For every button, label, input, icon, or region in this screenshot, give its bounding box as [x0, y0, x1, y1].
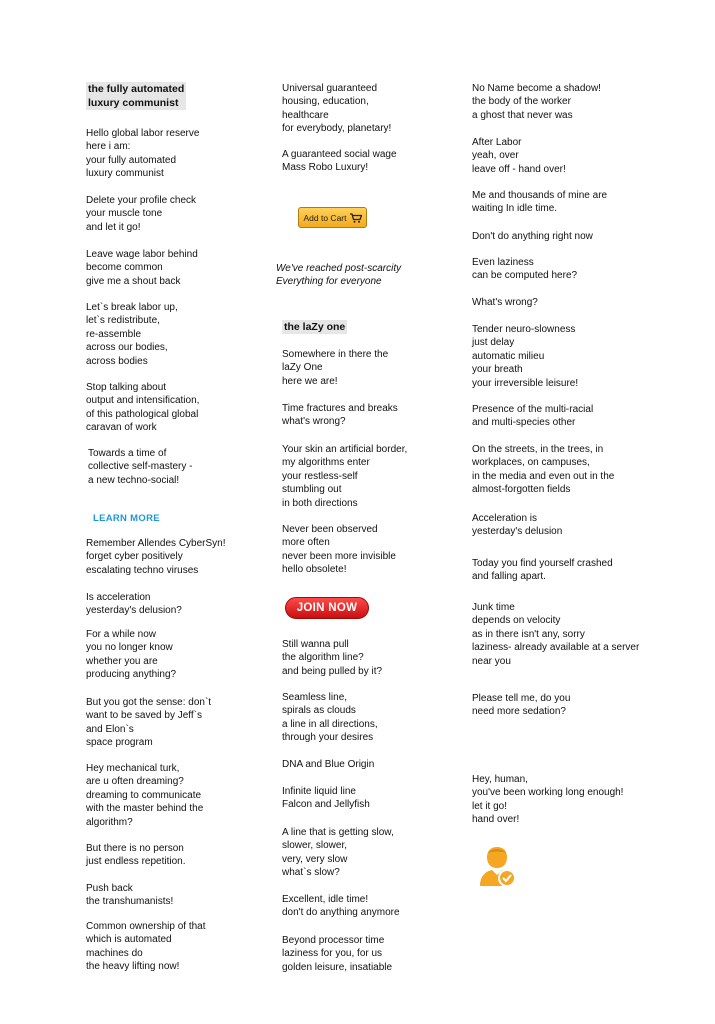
- stanza: Your skin an artificial border, my algorithms enter your restless-self stumbling out in both directions: [282, 444, 408, 509]
- poem-title: [86, 82, 186, 110]
- poem-title-line: luxury communist: [88, 97, 179, 109]
- stanza: Remember Allendes CyberSyn! forget cyber positively escalating techno viruses: [86, 538, 226, 576]
- stanza: Today you find yourself crashed and falling apart.: [472, 558, 613, 583]
- stanza: Excellent, idle time! don't do anything anymore: [282, 894, 400, 919]
- stanza: Push back the transhumanists!: [86, 883, 174, 908]
- stanza: Still wanna pull the algorithm line? and being pulled by it?: [282, 639, 383, 677]
- learn-more-link[interactable]: LEARN MORE: [93, 513, 160, 524]
- stanza: We've reached post-scarcity Everything for everyone: [276, 263, 402, 288]
- stanza: But you got the sense: don`t want to be saved by Jeff`s and Elon`s space program: [86, 697, 212, 749]
- stanza: No Name become a shadow! the body of the worker a ghost that never was: [472, 83, 601, 121]
- stanza: Towards a time of collective self-mastery - a new techno-social!: [88, 448, 193, 486]
- stanza: Seamless line, spirals as clouds a line in all directions, through your desires: [282, 692, 378, 744]
- stanza: Let`s break labor up, let`s redistribute, re-assemble across our bodies, across bodies: [86, 302, 178, 367]
- stanza: Even laziness can be computed here?: [472, 257, 578, 282]
- stanza: Beyond processor time laziness for you, for us golden leisure, insatiable: [282, 935, 393, 973]
- poem-title-line: the fully automated: [88, 83, 185, 95]
- stanza: Tender neuro-slowness just delay automatic milieu your breath your irreversible leisure!: [472, 324, 579, 389]
- stanza: DNA and Blue Origin: [282, 759, 375, 770]
- stanza: Leave wage labor behind become common give me a shout back: [86, 249, 198, 287]
- section-heading: the laZy one: [284, 321, 346, 333]
- stanza: But there is no person just endless repetition.: [86, 843, 186, 868]
- stanza: Junk time depends on velocity as in there isn't any, sorry laziness- already available at a server near you: [472, 602, 640, 667]
- stanza: Somewhere in there the laZy One here we are!: [282, 349, 389, 387]
- stanza: Presence of the multi-racial and multi-species other: [472, 404, 594, 429]
- user-check-icon: [477, 845, 517, 887]
- stanza: Please tell me, do you need more sedation?: [472, 693, 571, 718]
- add-to-cart-button[interactable]: [298, 207, 367, 228]
- stanza: On the streets, in the trees, in workplaces, on campuses, in the media and even out in the almost-forgotten fields: [472, 444, 615, 496]
- stanza: Common ownership of that which is automated machines do the heavy lifting now!: [86, 921, 206, 973]
- stanza: Hey mechanical turk, are u often dreaming? dreaming to communicate with the master behind the algorithm?: [86, 763, 204, 828]
- stanza: Stop talking about output and intensification, of this pathological global caravan of work: [86, 382, 200, 434]
- stanza: Acceleration is yesterday's delusion: [472, 513, 563, 538]
- stanza: Is acceleration yesterday's delusion?: [86, 592, 182, 617]
- stanza: Time fractures and breaks what's wrong?: [282, 403, 398, 428]
- stanza: What's wrong?: [472, 297, 538, 308]
- stanza: Me and thousands of mine are waiting In idle time.: [472, 190, 608, 215]
- add-to-cart-label: Add to Cart: [303, 212, 347, 223]
- stanza: Never been observed more often never been more invisible hello obsolete!: [282, 524, 396, 576]
- join-now-button[interactable]: JOIN NOW: [285, 597, 369, 619]
- stanza: Delete your profile check your muscle tone and let it go!: [86, 195, 197, 233]
- stanza: Hey, human, you've been working long enough! let it go! hand over!: [472, 774, 624, 826]
- stanza: Hello global labor reserve here i am: your fully automated luxury communist: [86, 128, 200, 180]
- stanza: Infinite liquid line Falcon and Jellyfish: [282, 786, 370, 811]
- stanza: After Labor yeah, over leave off - hand over!: [472, 137, 566, 175]
- stanza: A guaranteed social wage Mass Robo Luxury!: [282, 149, 397, 174]
- stanza: Don't do anything right now: [472, 231, 593, 242]
- stanza: A line that is getting slow, slower, slower, very, very slow what`s slow?: [282, 827, 394, 879]
- shopping-cart-icon: [350, 213, 362, 223]
- stanza: Universal guaranteed housing, education, healthcare for everybody, planetary!: [282, 83, 392, 135]
- stanza: For a while now you no longer know whether you are producing anything?: [86, 629, 177, 681]
